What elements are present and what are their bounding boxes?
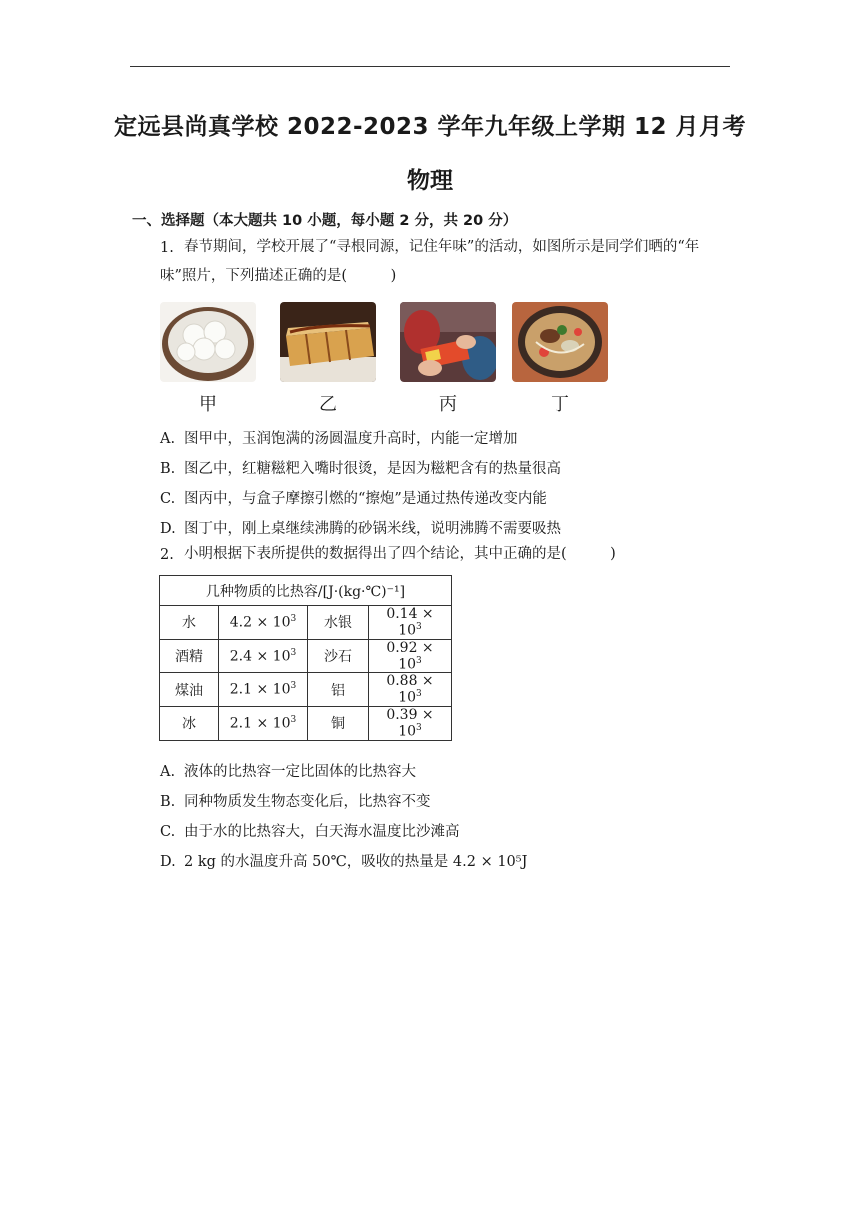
question-1-option-c[interactable]: [160, 487, 547, 508]
caption-yi: 乙: [319, 394, 337, 415]
table-cell: $0.39 \times 10^3$: [369, 706, 452, 740]
caption-ding: 丁: [551, 394, 569, 415]
question-2-option-a[interactable]: [160, 760, 416, 781]
question-2-stem: 小明根据下表所提供的数据得出了四个结论，其中正确的是( ): [184, 546, 616, 562]
option-text: 图丁中，刚上桌继续沸腾的砂锅米线，说明沸腾不需要吸热: [184, 521, 561, 537]
option-label: A.: [160, 431, 176, 447]
table-cell: 酒精: [160, 639, 219, 673]
table-row: [160, 639, 452, 673]
question-1-option-b[interactable]: [160, 457, 561, 478]
option-label: B.: [160, 461, 176, 477]
table-cell: $0.88 \times 10^3$: [369, 673, 452, 707]
figure-firecracker: [400, 302, 496, 382]
table-row: [160, 606, 452, 640]
figure-tangyuan: [160, 302, 256, 382]
option-text: 液体的比热容一定比固体的比热容大: [184, 764, 416, 780]
question-2-option-b[interactable]: [160, 790, 431, 811]
question-2-option-c[interactable]: [160, 820, 460, 841]
table-cell: 水: [160, 606, 219, 640]
question-1-figures: [160, 302, 620, 422]
option-label: D.: [160, 854, 176, 870]
caption-jia: 甲: [199, 394, 217, 415]
option-label: C.: [160, 491, 176, 507]
question-1-stem-line2: 味”照片，下列描述正确的是( ): [160, 268, 397, 284]
caption-bing: 丙: [439, 394, 457, 415]
table-cell: 水银: [308, 606, 369, 640]
table-caption: 几种物质的比热容/[J·(kg·℃)⁻¹]: [160, 576, 452, 606]
option-label: D.: [160, 521, 176, 537]
table-cell: $2.4 \times 10^3$: [219, 639, 308, 673]
figure-ciba: [280, 302, 376, 382]
exam-title: 定远县尚真学校 2022-2023 学年九年级上学期 12 月月考: [113, 114, 747, 140]
table-row: [160, 706, 452, 740]
option-text: 图乙中，红糖糍粑入嘴时很烫，是因为糍粑含有的热量很高: [184, 461, 561, 477]
table-cell: 沙石: [308, 639, 369, 673]
exam-subject: 物理: [407, 168, 453, 194]
table-cell: $4.2 \times 10^3$: [219, 606, 308, 640]
table-cell: 铜: [308, 706, 369, 740]
table-cell: $0.14 \times 10^3$: [369, 606, 452, 640]
option-text: 图甲中，玉润饱满的汤圆温度升高时，内能一定增加: [184, 431, 518, 447]
table-cell: $0.92 \times 10^3$: [369, 639, 452, 673]
question-1-stem-line1: 春节期间，学校开展了“寻根同源，记住年味”的活动，如图所示是同学们晒的“年: [184, 239, 700, 255]
table-row: [160, 673, 452, 707]
question-1-option-a[interactable]: [160, 427, 518, 448]
question-2-option-d[interactable]: [160, 850, 527, 871]
option-label: A.: [160, 764, 176, 780]
table-cell: 铝: [308, 673, 369, 707]
question-1-option-d[interactable]: [160, 517, 561, 538]
question-1-number: 1.: [160, 240, 174, 256]
question-2-number: 2.: [160, 547, 174, 563]
table-cell: $2.1 \times 10^3$: [219, 673, 308, 707]
table-cell: 煤油: [160, 673, 219, 707]
figure-claypot-noodles: [512, 302, 608, 382]
option-label: C.: [160, 824, 176, 840]
table-cell: 冰: [160, 706, 219, 740]
option-text: 图丙中，与盒子摩擦引燃的“擦炮”是通过热传递改变内能: [184, 491, 547, 507]
option-text: 同种物质发生物态变化后，比热容不变: [184, 794, 431, 810]
header-rule: [130, 66, 730, 67]
table-cell: $2.1 \times 10^3$: [219, 706, 308, 740]
section-heading: 一、选择题（本大题共 10 小题，每小题 2 分，共 20 分）: [132, 213, 518, 229]
specific-heat-table: [159, 575, 452, 741]
option-text: 由于水的比热容大，白天海水温度比沙滩高: [184, 824, 460, 840]
option-label: B.: [160, 794, 176, 810]
option-text: 2 kg 的水温度升高 50℃，吸收的热量是 4.2 × 10⁵J: [184, 854, 528, 870]
